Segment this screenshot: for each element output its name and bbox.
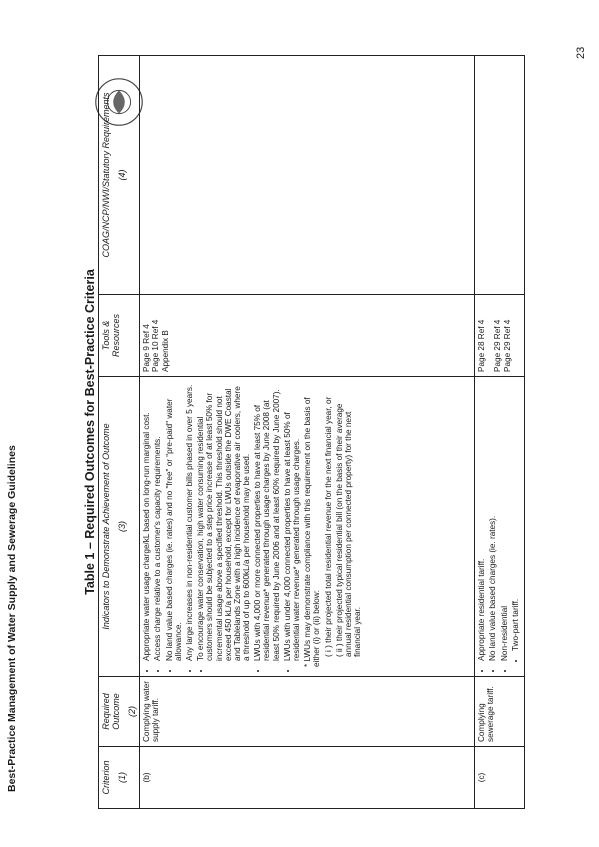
list-item: • LWUs with 4,000 or more connected properties to have at least 75% of residential revenue* generated through usage charges by June 2008 (at least 50% required by June 2006 and at least 60% required by June 2007). [253,381,281,661]
list-item: • LWUs with under 4,000 connected properties to have at least 50% of residential water revenue* generated through usage charges. [283,381,301,661]
table-row [140,56,475,809]
requirements-cell [475,56,525,295]
header-requirements: COAG/NCP/NWI/Statutory Requirements (4) [99,56,140,295]
list-item: • To encourage water conservation, high water consuming residential customers should be subjected to a step price increase of at least 50% for incremental usage above a specified threshold. This threshold should not exceed 450 kL/a per household, except for LWUs outside the DWE Coastal and Tablelands Zone with a high incidence of evaporative air coolers, where a threshold of up to 600kL/a per household may be used. [196,381,251,661]
tool-ref: Page 28 Ref 4 [477,319,487,372]
list-item: ( ii ) their projected typical residential bill (on the basis of their average annual residential consumption per connected property) for the next financial year. [334,403,363,657]
header-criterion: Criterion (1) [99,747,140,809]
list-item: • Any large increases in non-residential customer bills phased in over 5 years. [185,381,194,661]
tools-cell [475,295,525,377]
list-item: * LWUs may demonstrate compliance with this requirement on the basis of either (i) or (ii) below: [303,397,322,667]
list-item: ( i ) their projected total residential revenue for the next financial year, or [323,396,333,657]
requirements-cell [140,56,475,295]
header-indicators: Indicators to Demonstrate Achievement of Outcome (3) [99,377,140,677]
criterion-cell: (b) [140,747,475,809]
list-item: • Appropriate water usage charge/kL based on long-run marginal cost. [142,381,151,661]
list-item: • Access charge relative to a customer's capacity requirements. [153,381,162,661]
list-item: • Appropriate residential tariff. [477,381,486,661]
outcome-cell: Complying sewerage tariff. [475,677,525,747]
criterion-cell: (c) [475,747,525,809]
outcome-cell: Complying water supply tariff. [140,677,475,747]
table-title: Table 1 – Required Outcomes for Best-Practice Criteria [83,269,97,595]
tool-ref: Appendix B [160,330,170,372]
document-header: Best-Practice Management of Water Supply and Sewerage Guidelines [6,445,18,792]
table-row [475,56,525,809]
indicators-cell [475,377,525,677]
header-outcome: Required Outcome (2) [99,677,140,747]
list-item: • Two-part tariff. [511,381,520,651]
list-item: • No land value based charges (ie. rates) and no "free" or "pre-paid" water allowance. [165,381,183,661]
tool-ref: Page 9 Ref 4 [142,324,152,372]
indicators-cell [140,377,475,677]
tools-cell [140,295,475,377]
tool-ref: Page 29 Ref 4 [493,319,503,372]
list-item: • Non-residential [500,381,509,661]
page-number: 23 [575,46,587,59]
tool-gap [486,299,493,372]
header-tools: Tools & Resources [99,295,140,377]
tool-ref: Page 10 Ref 4 [151,319,161,372]
tool-ref: Page 29 Ref 4 [502,319,512,372]
list-item: • No land value based charges (ie. rates). [488,381,497,661]
outcomes-table [98,55,525,809]
table-header-row [99,56,140,809]
